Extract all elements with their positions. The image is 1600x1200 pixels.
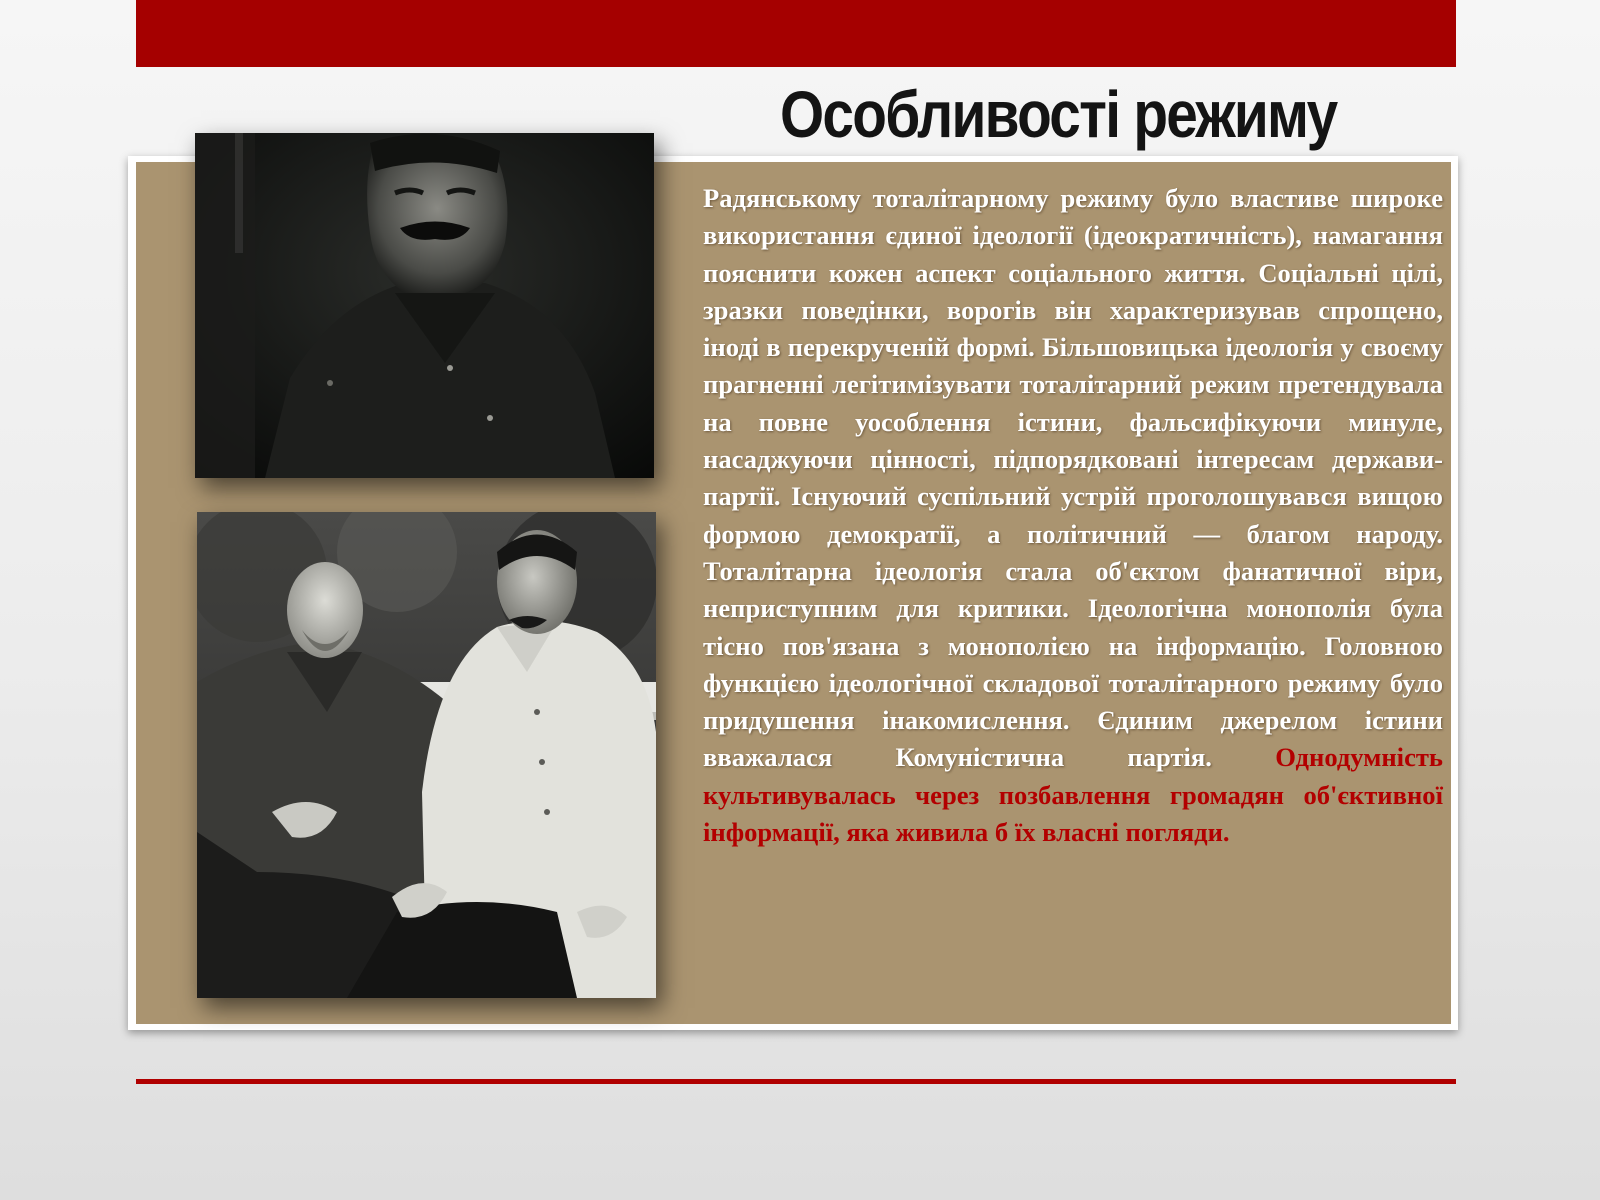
- body-paragraph: Радянському тоталітарному режиму було властиве широке використання єдиної ідеології (ідеократичність), намагання пояснити кожен аспект соціального життя. Соціальні цілі, зразки поведінки, ворогів він характеризував спрощено, іноді в перекрученій формі. Більшовицька ідеологія у своєму прагненні легітимізувати тоталітарний режим претендувала на повне уособлення істини, фальсифікуючи минуле, насаджуючи цінності, підпорядковані інтересам держави-партії. Існуючий суспільний устрій проголошувався вищою формою демократії, а політичний — благом народу. Тоталітарна ідеологія стала об'єктом фанатичної віри, неприступним для критики. Ідеологічна монополія була тісно пов'язана з монополією на інформацію. Головною функцією ідеологічної складової тоталітарного режиму було придушення інакомислення. Єдиним джерелом істини вважалася Комуністична партія.: [703, 183, 1443, 773]
- body-text: [703, 180, 1443, 851]
- portrait-photo: [195, 133, 654, 478]
- bottom-accent-line: [136, 1079, 1456, 1084]
- body-highlight: Однодумність культивувалась через позбавлення громадян об'єктивної інформації, яка живила б їх власні погляди.: [703, 742, 1443, 848]
- slide-title: Особливості режиму: [780, 77, 1337, 151]
- top-accent-bar: [136, 0, 1456, 67]
- pair-photo-graphic: [197, 512, 656, 998]
- portrait-photo-graphic: [195, 133, 654, 478]
- pair-photo: [197, 512, 656, 998]
